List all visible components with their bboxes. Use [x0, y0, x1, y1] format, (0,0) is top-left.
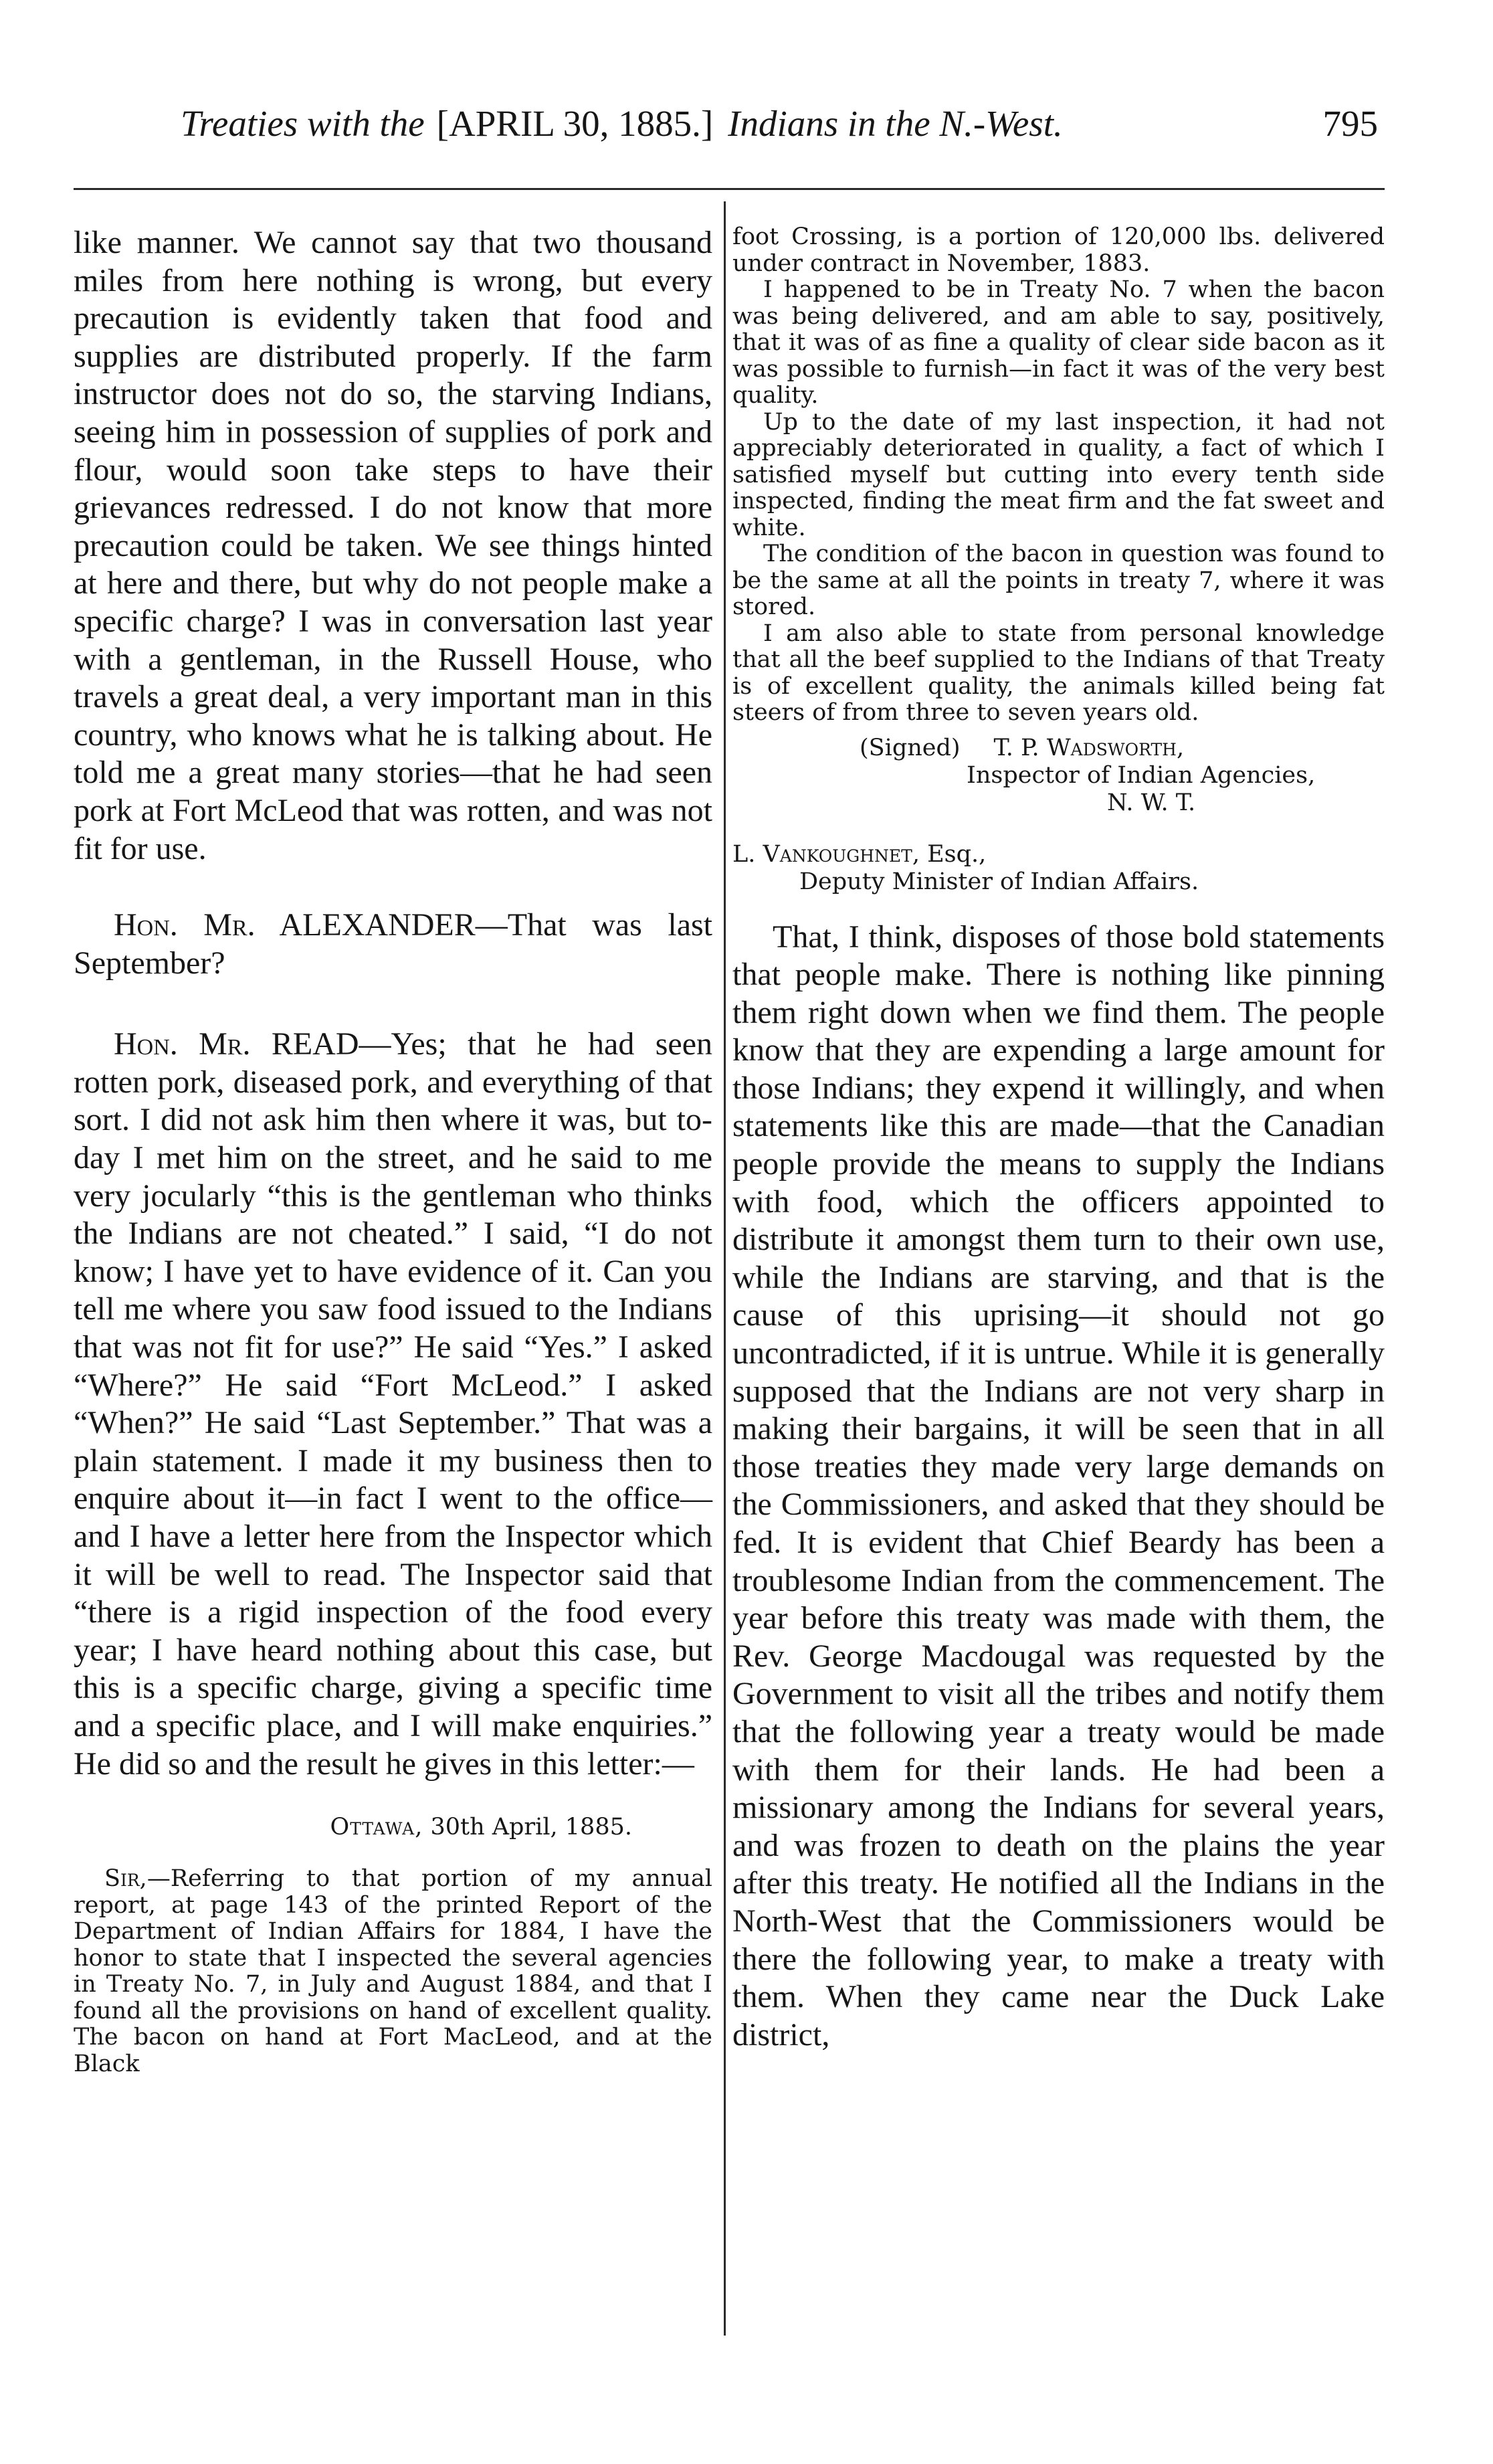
right-column [732, 224, 1385, 2054]
speech-alexander [74, 907, 712, 982]
letter-paragraph: foot Crossing, is a portion of 120,000 lbs. delivered under contract in November, 1883. [732, 223, 1385, 277]
body-paragraph: like manner. We cannot say that two thousand miles from here nothing is wrong, but every precaution is evidently taken that food and supplies are distributed properly. If the farm instructor does not do so, the starving Indians, seeing him in possession of supplies of pork and flour, would soon take steps to have their grievances redressed. I do not know that more precaution could be taken. We see things hinted at here and there, but why do not people make a specific charge? I was in conversation last year with a gentleman, in the Russell House, who travels a great deal, a very important man in this country, who knows what he is talking about. He told me a great many stories—that he had seen pork at Fort McLeod that was rotten, and was not fit for use. [74, 225, 712, 866]
signer-location: N. W. T. [1107, 789, 1196, 816]
letter-dateline [74, 1814, 712, 1840]
signature-line [732, 735, 1385, 762]
letter-salutation: Sir, [104, 1865, 147, 1893]
letter-date: 30th April, 1885. [423, 1814, 632, 1841]
letter-text: —Referring to that portion of my annual report, at page 143 of the printed Report of the Department of Indian Affairs for 1884, I have the honor to state that I inspected the several agencies in Treaty No. 7, in July and August 1884, and that I found all the provisions on hand of excellent quality. The bacon on hand at Fort MacLeod, and at the Black [74, 1865, 712, 2077]
letter-paragraph: The condition of the bacon in question was found to be the same at all the points in treaty 7, where it was stored. [732, 541, 1385, 620]
body-paragraph: That, I think, disposes of those bold statements that people make. There is nothing like pinning them right down when we find them. The people know that they are expending a large amount for those Indians; they expend it willingly, and when statements like this are made—that the Canadian people provide the means to supply the Indians with food, which the officers appointed to distribute it amongst them turn to their own use, while the Indians are starving, and that is the cause of this uprising—it should not go uncontradicted, if it is untrue. While it is generally supposed that the Indians are not very sharp in making their bargains, it will be seen that in all those treaties they made very large demands on the Commissioners, and asked that they should be fed. It is evident that Chief Beardy has been a troublesome Indian from the commencement. The year before this treaty was made with them, the Rev. George Macdougal was requested by the Government to visit all the tribes and notify them that the following year a treaty would be made with them for their lands. He had been a missionary among the Indians for several years, and was frozen to death on the plains the year after this treaty. He notified all the Indians in the North-West that the Commissioners would be there the following year, to make a treaty with them. When they came near the Duck Lake district, [732, 919, 1385, 2053]
signed-label: (Signed) [860, 734, 961, 761]
addressee-line [732, 841, 1385, 868]
speaker-name: Hon. Mr. ALEXANDER [114, 907, 476, 943]
addressee-name: L. Vankoughnet, [732, 840, 920, 868]
letter-paragraph [74, 1866, 712, 2077]
signer-title: Inspector of Indian Agencies, [967, 761, 1316, 789]
left-column [74, 224, 712, 2077]
letter-paragraph: Up to the date of my last inspection, it had not appreciably deteriorated in quality, a fact of which I satisfied myself but cutting into every tenth side inspected, finding the meat firm and the fat sweet and white. [732, 408, 1385, 541]
running-header [181, 100, 1378, 147]
letter-paragraph: I am also able to state from personal knowledge that all the beef supplied to the Indians of that Treaty is of excellent quality, the animals killed being fat steers of from three to seven years old. [732, 620, 1385, 726]
header-right-title: Indians in the N.-West. [728, 103, 1063, 144]
header-rule [74, 188, 1385, 190]
column-divider [724, 201, 726, 2336]
header-left-title: Treaties with the [181, 103, 425, 144]
header-date: [APRIL 30, 1885.] [436, 103, 714, 144]
addressee-esq: Esq., [919, 840, 987, 868]
speaker-name: Hon. Mr. READ [114, 1026, 359, 1062]
signer-name: T. P. Wadsworth, [993, 734, 1185, 761]
letter-paragraph: I happened to be in Treaty No. 7 when the bacon was being delivered, and am able to say, positively, that it was of as fine a quality of clear side bacon as it was possible to furnish—in fact it was of the very best quality. [732, 276, 1385, 409]
speech-text: —Yes; that he had seen rotten pork, diseased pork, and everything of that sort. I did not ask him then where it was, but to-day I met him on the street, and he said to me very jocularly “this is the gentleman who thinks the Indians are not cheated.” I said, “I do not know; I have yet to have evidence of it. Can you tell me where you saw food issued to the Indians that was not fit for use?” He said “Yes.” I asked “Where?” He said “Fort McLeod.” I asked “When?” He said “Last September.” That was a plain statement. I made it my business then to enquire about it—in fact I went to the office—and I have a letter here from the Inspector which it will be well to read. The Inspector said that “there is a rigid inspection of the food every year; I have heard nothing about this case, but this is a specific charge, giving a specific time and a specific place, and I will make enquiries.” He did so and the result he gives in this letter:— [74, 1026, 712, 1782]
speech-read [74, 1026, 712, 1783]
letter-place: Ottawa, [330, 1814, 423, 1841]
page-number: 795 [1322, 103, 1378, 144]
addressee-title: Deputy Minister of Indian Affairs. [799, 868, 1199, 895]
speech-text: —That was last September? [74, 907, 713, 981]
